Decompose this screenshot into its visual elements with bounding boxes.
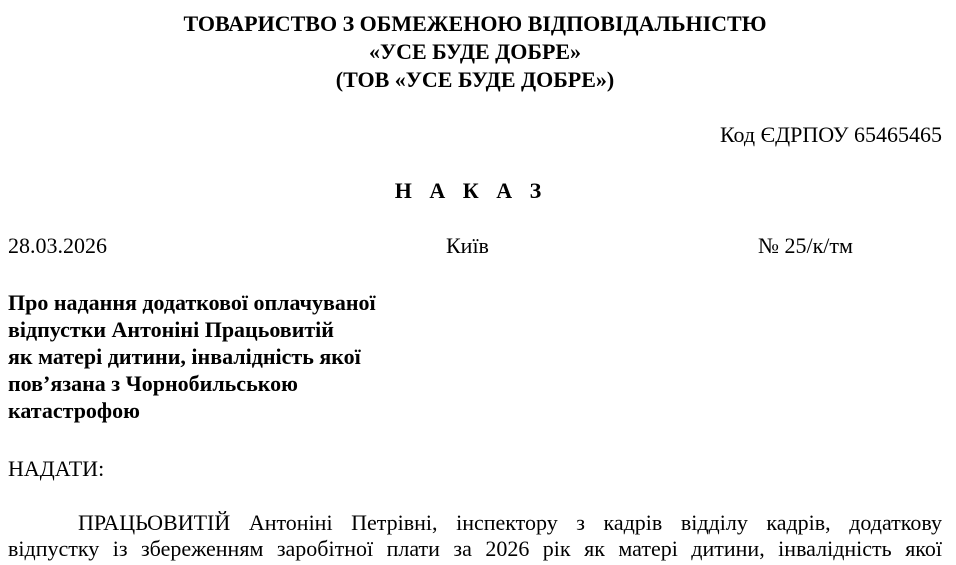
organization-full-name: ТОВАРИСТВО З ОБМЕЖЕНОЮ ВІДПОВІДАЛЬНІСТЮ xyxy=(183,11,767,36)
subject-line: катастрофою xyxy=(8,398,140,423)
organization-short-name: (ТОВ «УСЕ БУДЕ ДОБРЕ») xyxy=(335,67,615,92)
subject-line: Про надання додаткової оплачуваної xyxy=(8,290,376,315)
order-body xyxy=(8,510,942,562)
subject-line: як матері дитини, інвалідність якої xyxy=(8,344,361,369)
subject-line: відпустки Антоніні Працьовитій xyxy=(8,317,334,342)
directive-heading: НАДАТИ: xyxy=(8,456,105,481)
document-title: Н А К А З xyxy=(394,178,548,203)
edrpou-code: Код ЄДРПОУ 65465465 xyxy=(719,122,942,147)
body-line: відпустку із збереженням заробітної плати за 2026 рік як матері дитини, інвалідність якої xyxy=(8,536,942,561)
order-number: № 25/к/тм xyxy=(758,233,853,258)
order-date: 28.03.2026 xyxy=(8,233,107,258)
order-subject xyxy=(8,289,428,424)
subject-line: пов’язана з Чорнобильською xyxy=(8,371,298,396)
organization-name: «УСЕ БУДЕ ДОБРЕ» xyxy=(368,39,582,64)
order-city: Київ xyxy=(446,233,489,258)
organization-header xyxy=(0,10,950,94)
body-line: ПРАЦЬОВИТІЙ Антоніні Петрівні, інспектору з кадрів відділу кадрів, додаткову xyxy=(78,510,942,535)
